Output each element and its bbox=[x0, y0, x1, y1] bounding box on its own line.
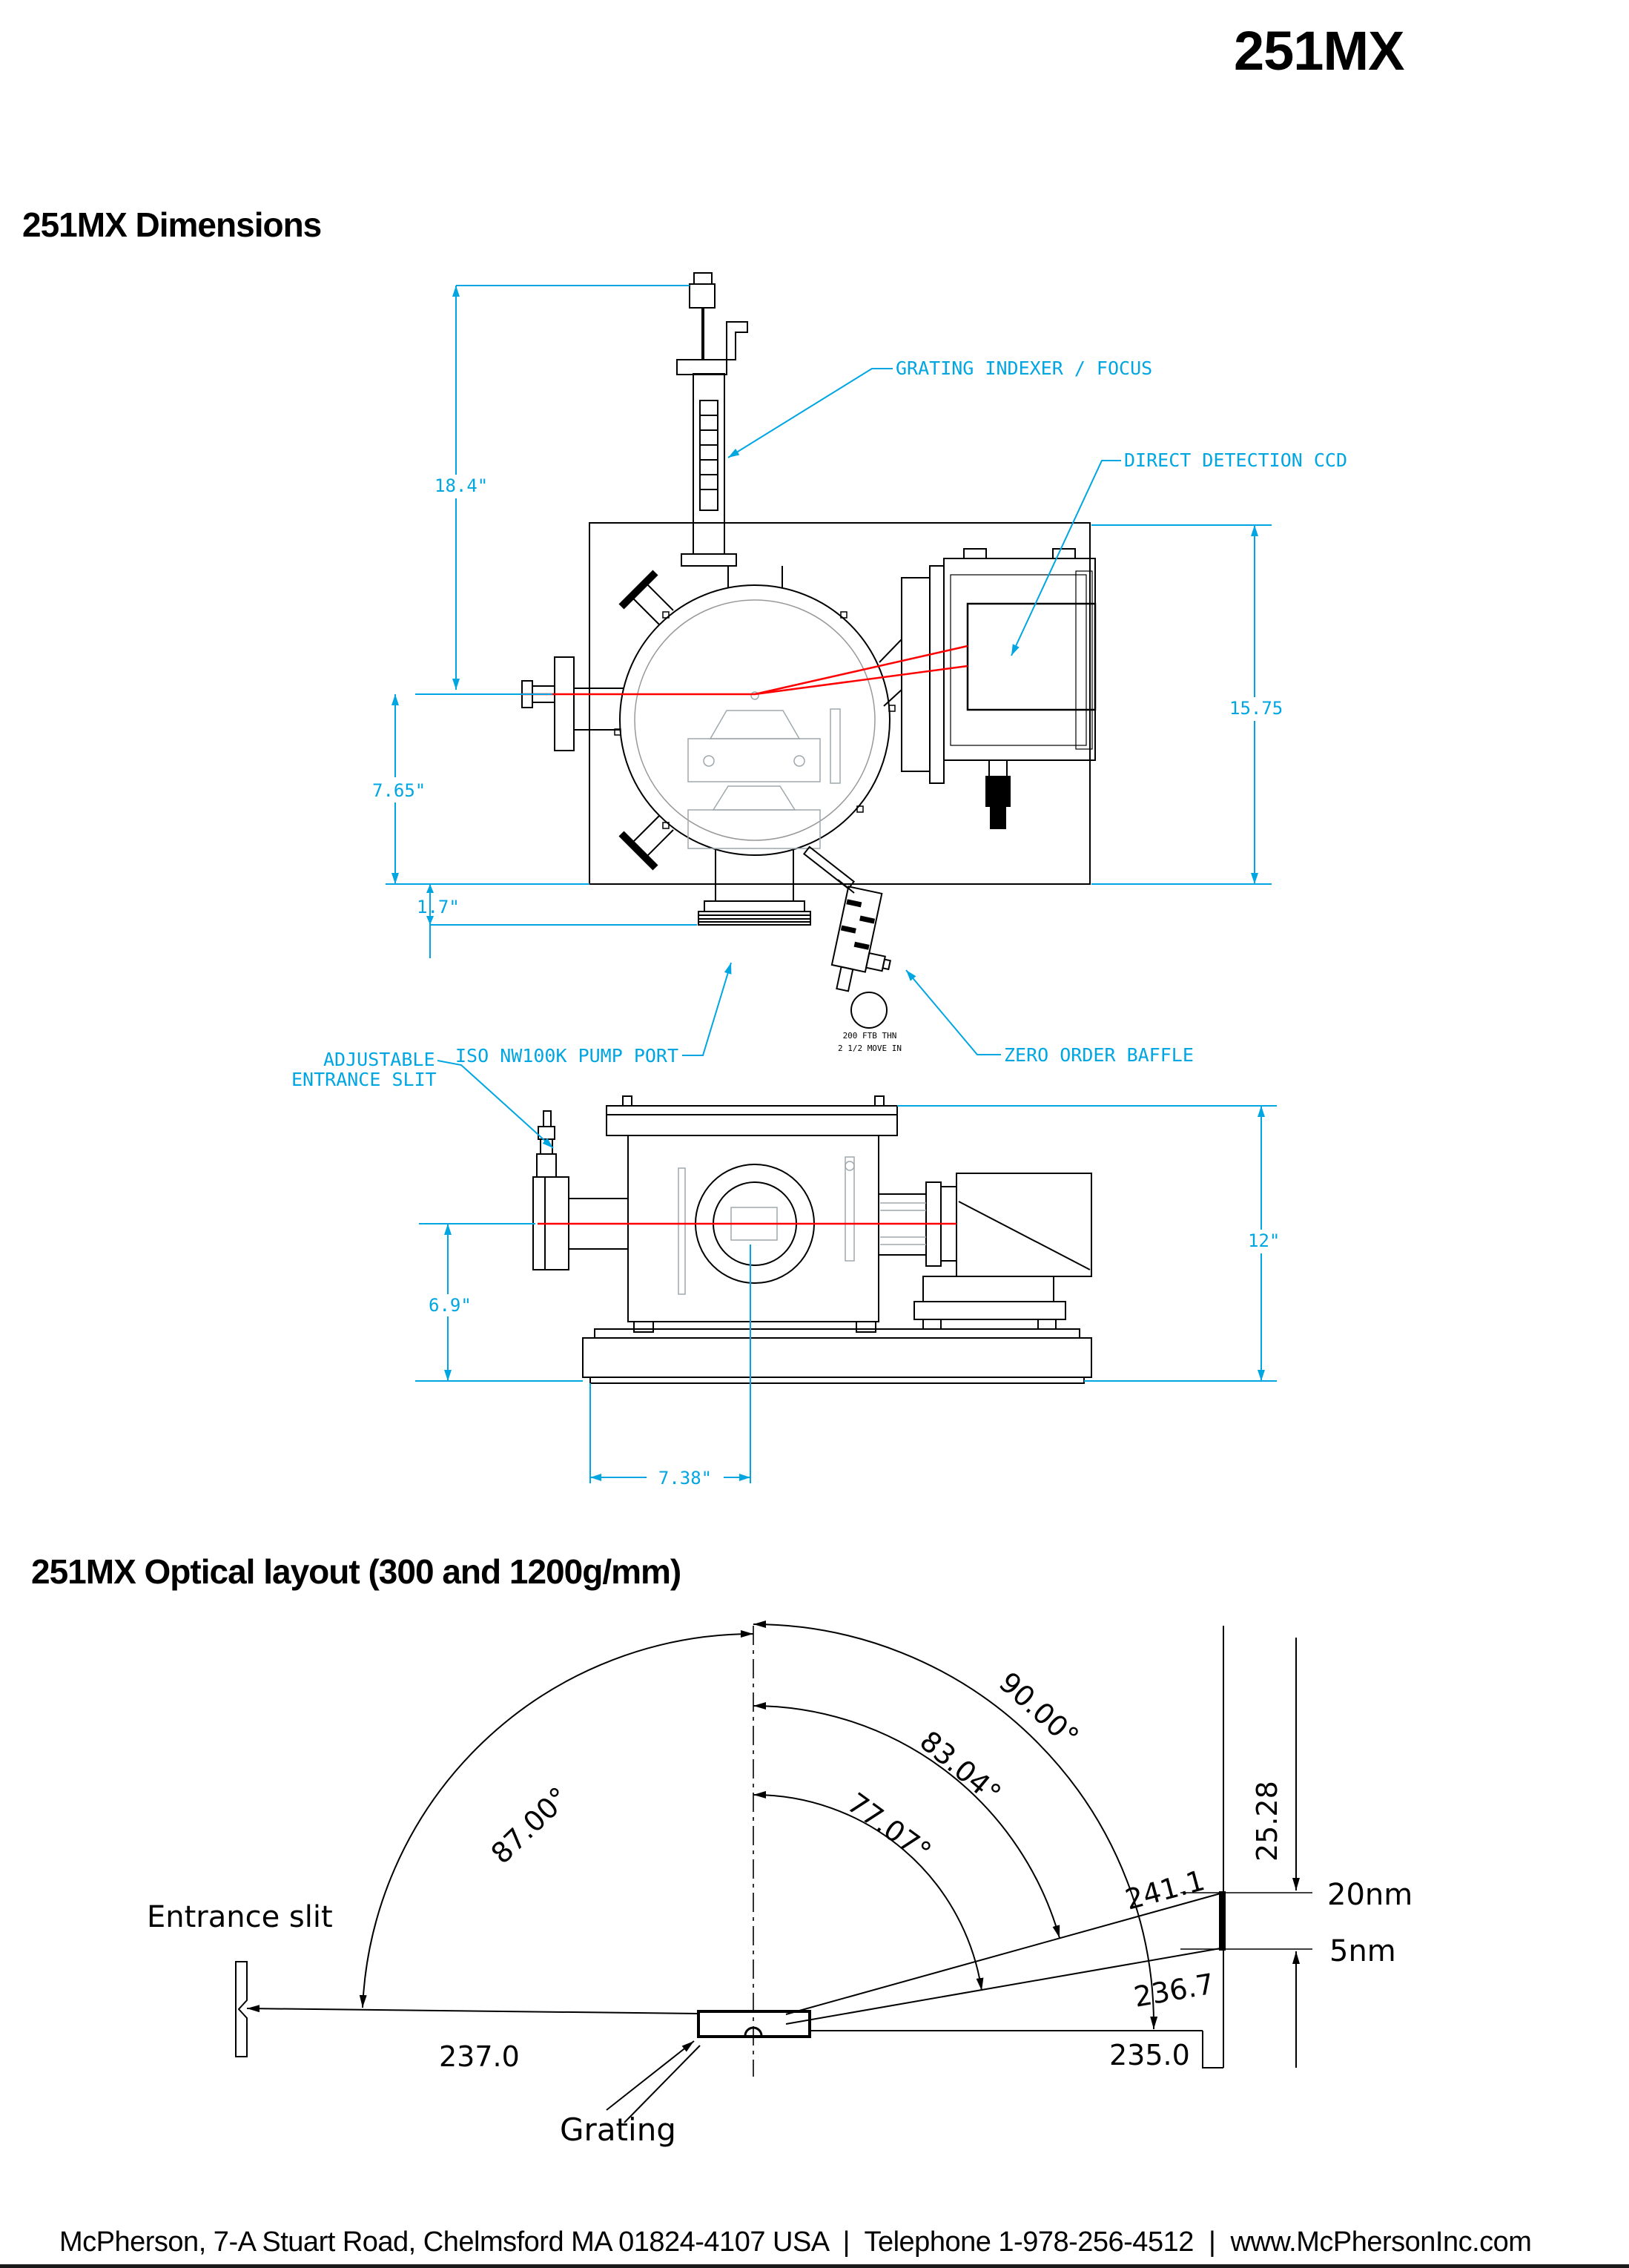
page-title: 251MX bbox=[1234, 20, 1404, 82]
dimensions-section-heading: 251MX Dimensions bbox=[22, 205, 322, 244]
dist-grating-to-axis: 235.0 bbox=[1109, 2039, 1190, 2071]
entrance-port bbox=[522, 657, 624, 751]
optical-section-heading: 251MX Optical layout (300 and 1200g/mm) bbox=[31, 1552, 681, 1591]
zero-order-baffle-assembly bbox=[804, 847, 903, 1028]
optical-layout-drawing bbox=[104, 1602, 1498, 2188]
page-footer: McPherson, 7-A Stuart Road, Chelmsford MA 01824-4107 USA | Telephone 1-978-256-4512 | www.McPhersonInc.com bbox=[59, 2226, 1532, 2258]
detector-focal-plane bbox=[1219, 1891, 1226, 1951]
pump-port bbox=[698, 849, 810, 925]
angle-max: 90.00° bbox=[992, 1665, 1086, 1754]
callout-direct-detection-ccd: DIRECT DETECTION CCD bbox=[1124, 449, 1348, 471]
angle-min: 77.07° bbox=[841, 1786, 937, 1869]
grating-indexer-assembly bbox=[677, 273, 782, 588]
grating-mounts bbox=[688, 692, 840, 848]
label-wavelength-bottom: 5nm bbox=[1329, 1934, 1396, 1968]
side-view-internals bbox=[678, 1157, 926, 1294]
callout-zero-order-baffle: ZERO ORDER BAFFLE bbox=[1004, 1044, 1194, 1066]
angle-mid: 83.04° bbox=[913, 1724, 1008, 1811]
callout-grating-indexer: GRATING INDEXER / FOCUS bbox=[896, 357, 1153, 379]
wavelength-tick-lines bbox=[1180, 1893, 1312, 1949]
label-wavelength-top: 20nm bbox=[1327, 1878, 1413, 1912]
diagonal-port-upper-left bbox=[621, 573, 673, 624]
side-view-body bbox=[533, 1096, 1091, 1383]
top-view-dimension-lines bbox=[386, 286, 1272, 1055]
dist-grating-to-det-top: 241.1 bbox=[1121, 1864, 1209, 1916]
side-view-dimension-lines bbox=[415, 1061, 1277, 1483]
entrance-slit-symbol bbox=[236, 1962, 247, 2057]
dim-base-depth: 15.75 bbox=[1229, 698, 1283, 719]
side-view-drawing bbox=[282, 1038, 1320, 1520]
dist-slit-to-grating: 237.0 bbox=[439, 2040, 520, 2073]
dim-slit-to-center: 7.38" bbox=[658, 1468, 713, 1489]
dim-overall-height: 12" bbox=[1248, 1230, 1281, 1251]
baffle-fine-print-line2: 2 1/2 MOVE IN bbox=[837, 1044, 902, 1053]
top-view-drawing bbox=[334, 260, 1387, 1098]
label-entrance-slit: Entrance slit bbox=[147, 1900, 333, 1934]
grating-symbol bbox=[698, 2011, 810, 2037]
page-bottom-edge bbox=[0, 2264, 1629, 2268]
beam-path-top-view bbox=[521, 646, 968, 694]
dim-pump-flange-offset: 1.7" bbox=[417, 897, 460, 917]
callout-adjustable: ADJUSTABLE bbox=[323, 1049, 435, 1070]
callout-pump-port: ISO NW100K PUMP PORT bbox=[455, 1045, 679, 1067]
dim-indexer-height: 18.4" bbox=[434, 475, 489, 496]
baffle-fine-print-line1: 200 FTB THN bbox=[842, 1031, 897, 1041]
angle-incidence: 87.00° bbox=[484, 1781, 576, 1870]
callout-entrance-slit: ENTRANCE SLIT bbox=[291, 1069, 437, 1090]
ccd-assembly bbox=[879, 549, 1095, 828]
optical-beams bbox=[247, 1893, 1223, 2068]
chamber-bolts bbox=[615, 612, 895, 828]
dist-grating-to-det-bottom: 236.7 bbox=[1131, 1967, 1217, 2014]
vacuum-chamber bbox=[620, 585, 890, 855]
dim-beam-height-topview: 7.65" bbox=[372, 780, 426, 801]
label-grating: Grating bbox=[560, 2112, 676, 2148]
dim-beam-height-sideview: 6.9" bbox=[429, 1295, 472, 1316]
grating-leader bbox=[607, 2041, 700, 2123]
baseplate bbox=[589, 523, 1090, 884]
diagonal-port-lower-left bbox=[621, 816, 673, 868]
label-detector-width: 25.28 bbox=[1251, 1781, 1283, 1862]
